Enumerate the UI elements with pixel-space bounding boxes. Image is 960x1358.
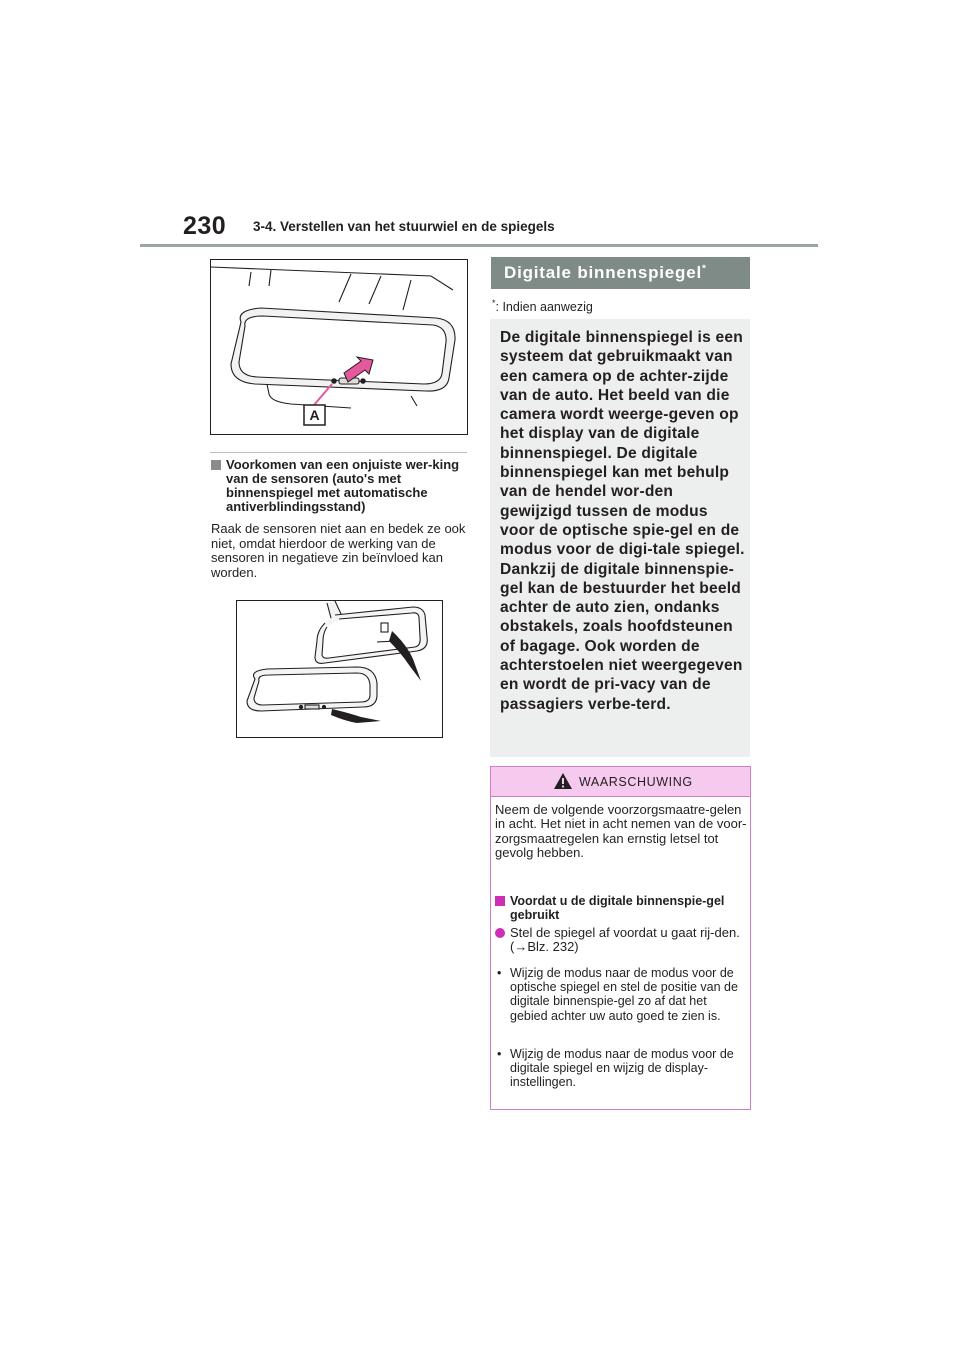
footnote-text: : Indien aanwezig — [495, 300, 593, 315]
header-rule — [140, 244, 818, 247]
footnote-marker: * — [492, 298, 496, 308]
warning-header — [491, 767, 750, 797]
warning-intro-text: Neem de volgende voorzorgsmaatre-gelen in acht. Het niet in acht nemen van de voor-zorgsmaatregelen kan ernstig letsel tot gevolg hebben. — [495, 802, 747, 861]
warning-subheading — [495, 894, 747, 922]
mirror-sensor-figure — [210, 259, 468, 435]
warning-bullet-item — [497, 966, 747, 1023]
warning-bullet-item — [497, 1047, 747, 1090]
mirror-sensor-illustration — [211, 260, 467, 434]
digital-mirror-intro-text: De digitale binnenspiegel is een systeem dat gebruikmaakt van een camera op de achter-zijde van de auto. Het beeld van die camera wordt weerge-geven op het display van de digitale binnenspiegel. De digitale binnenspiegel kan met behulp van de hendel wor-den gewijzigd tussen de modus voor de optische spie-gel en de modus voor de digi-tale spiegel. Dankzij de digitale binnenspie-gel kan de bestuurder het beeld achter de auto zien, ondanks obstakels, zoals hoofdsteunen of bagage. Ook worden de achterstoelen niet weergegeven en wordt de pri-vacy van de passagiers verbe-terd. — [500, 329, 745, 713]
title-footnote-marker: * — [702, 263, 707, 275]
warning-subheading-text: Voordat u de digitale binnenspie-gel gebruikt — [510, 894, 725, 922]
mirror-sensors-illustration — [237, 601, 442, 737]
warning-box — [490, 766, 751, 1110]
bullet-marker: • — [497, 1047, 502, 1061]
digital-mirror-intro-box — [490, 319, 750, 757]
bullet-marker: • — [497, 966, 502, 980]
circle-bullet-icon — [495, 928, 505, 938]
warning-bullet-text: Wijzig de modus naar de modus voor de digitale spiegel en wijzig de display-instellingen. — [510, 1047, 734, 1090]
sensors-subheading-text: Voorkomen van een onjuiste wer-king van de sensoren (auto's met binnenspiegel met automatische antiverblindingsstand) — [226, 457, 460, 514]
square-bullet-icon — [495, 896, 505, 906]
warning-circle-item-text: Stel de spiegel af voordat u gaat rij-den. (→Blz. 232) — [510, 925, 740, 955]
warning-label: WAARSCHUWING — [579, 775, 693, 789]
sensors-body-text: Raak de sensoren niet aan en bedek ze ook niet, omdat hierdoor de werking van de sensoren in negatieve zin beïnvloed kan worden. — [211, 521, 466, 581]
square-bullet-icon — [211, 460, 221, 470]
figure-label-a: A — [309, 407, 320, 423]
availability-footnote — [492, 298, 593, 314]
mirror-sensors-figure — [236, 600, 443, 738]
sensors-subheading — [211, 458, 469, 514]
page-number: 230 — [183, 212, 227, 240]
section-divider — [210, 452, 467, 453]
digital-mirror-title: Digitale binnenspiegel* — [504, 263, 707, 282]
warning-circle-item — [495, 926, 747, 955]
digital-mirror-title-bar — [491, 257, 750, 289]
warning-triangle-icon — [554, 773, 572, 789]
warning-bullet-text: Wijzig de modus naar de modus voor de optische spiegel en stel de positie van de digitale binnenspie-gel zo af dat het gebied achter uw auto goed te zien is. — [510, 966, 738, 1023]
section-header: 3-4. Verstellen van het stuurwiel en de spiegels — [253, 219, 555, 234]
